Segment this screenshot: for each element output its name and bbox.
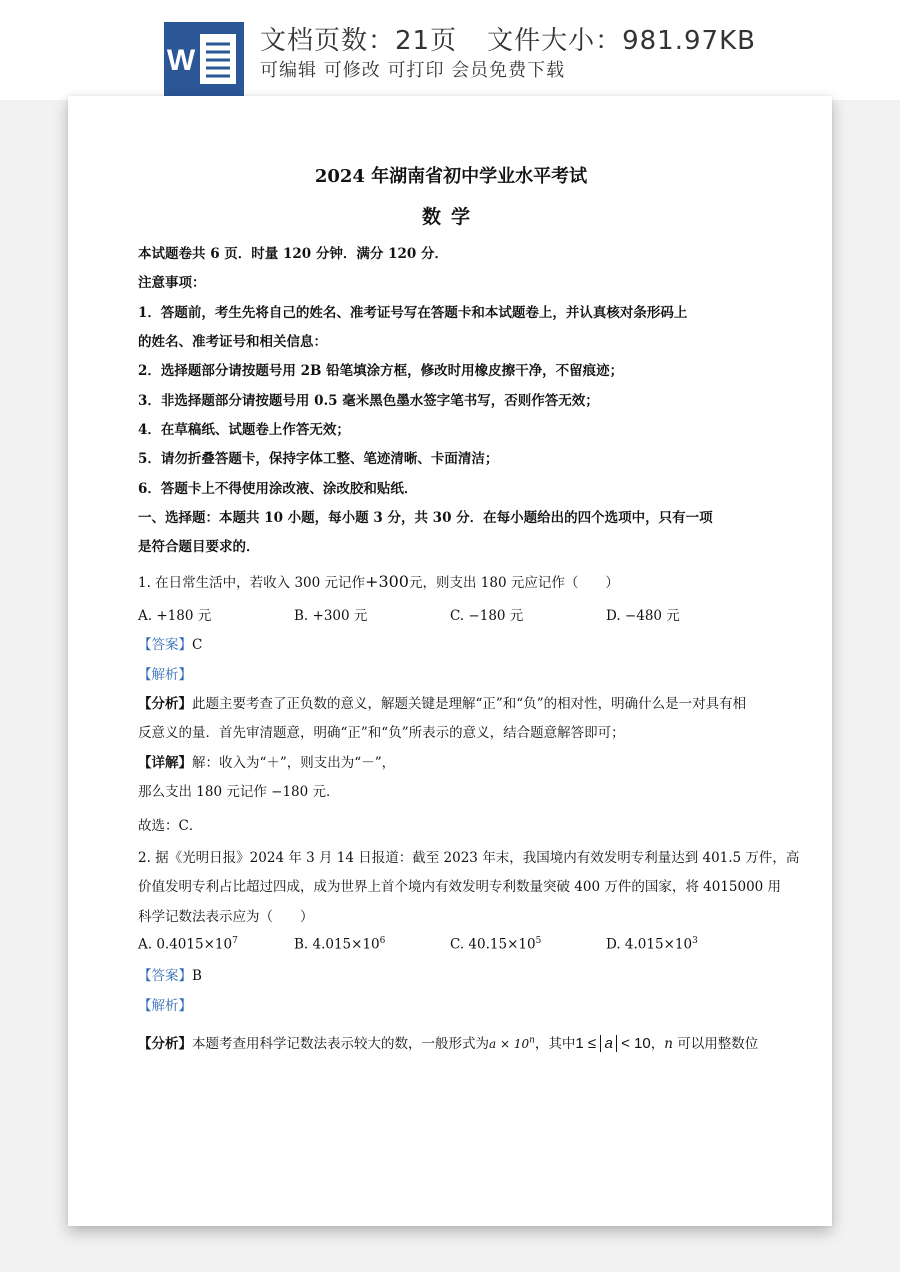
word-icon-letter: W bbox=[166, 44, 196, 77]
q2-analysis-tag: 【解析】 bbox=[138, 998, 192, 1014]
q1-detail: 【详解】解：收入为“＋”，则支出为“－”， bbox=[138, 755, 396, 771]
exam-intro: 本试题卷共 6 页．时量 120 分钟．满分 120 分． bbox=[138, 246, 448, 262]
word-document-icon bbox=[164, 22, 244, 96]
q1-detail-cont: 那么支出 180 元记作 −180 元． bbox=[138, 784, 340, 800]
notice-item: 3．非选择题部分请按题号用 0.5 毫米黑色墨水签字笔书写，否则作答无效； bbox=[138, 393, 599, 409]
notice-item: 4．在草稿纸、试题卷上作答无效； bbox=[138, 422, 350, 438]
feature-list: 可编辑 可修改 可打印 会员免费下载 bbox=[260, 60, 566, 81]
notice-heading: 注意事项： bbox=[138, 275, 206, 291]
section-heading-cont: 是符合题目要求的． bbox=[138, 539, 260, 555]
file-info bbox=[260, 20, 756, 57]
question-1-stem: 1. 在日常生活中，若收入 300 元记作+300元，则支出 180 元应记作（ ） bbox=[138, 572, 619, 591]
q2-option-d: D. $4.015\times 10^3$ bbox=[606, 936, 698, 953]
q2-fenxi: 【分析】本题考查用科学记数法表示较大的数，一般形式为$a \times 10^n$，其中1 ≤ a < 10，n 可以用整数位 bbox=[138, 1035, 759, 1052]
notice-item: 的姓名、准考证号和相关信息： bbox=[138, 334, 327, 350]
q2-answer: 【答案】B bbox=[138, 968, 202, 984]
doc-title: 2024 年湖南省初中学业水平考试 bbox=[314, 166, 588, 187]
question-2-stem-end: 科学记数法表示应为（ ） bbox=[138, 909, 314, 925]
q2-option-c: C. $40.15\times 10^5$ bbox=[450, 936, 542, 953]
q2-option-b: B. $4.015\times 10^6$ bbox=[294, 936, 386, 953]
q1-analysis-tag: 【解析】 bbox=[138, 667, 192, 683]
notice-item: 5．请勿折叠答题卡，保持字体工整、笔迹清晰、卡面清洁； bbox=[138, 451, 499, 467]
q1-option-d: D. −480 元 bbox=[606, 608, 680, 624]
q2-option-a: A. $0.4015\times 10^7$ bbox=[138, 936, 238, 953]
q1-option-c: C. −180 元 bbox=[450, 608, 524, 624]
notice-item: 2．选择题部分请按题号用 2B 铅笔填涂方框，修改时用橡皮擦干净，不留痕迹； bbox=[138, 363, 624, 379]
download-header bbox=[0, 0, 900, 100]
q1-answer: 【答案】C bbox=[138, 637, 203, 653]
notice-item: 1．答题前，考生先将自己的姓名、准考证号写在答题卡和本试题卷上，并认真核对条形码上 bbox=[138, 305, 688, 321]
q1-option-b: B. +300 元 bbox=[294, 608, 368, 624]
q1-fenxi: 【分析】此题主要考查了正负数的意义，解题关键是理解“正”和“负”的相对性，明确什么是一对具有相 bbox=[138, 696, 747, 712]
q1-fenxi-cont: 反意义的量．首先审清题意，明确“正”和“负”所表示的意义，结合题意解答即可； bbox=[138, 725, 625, 741]
file-size: 文件大小：981.97KB bbox=[487, 26, 756, 56]
q1-option-a: A. +180 元 bbox=[138, 608, 212, 624]
notice-item: 6．答题卡上不得使用涂改液、涂改胶和贴纸． bbox=[138, 481, 418, 497]
q1-choice: 故选：C． bbox=[138, 818, 203, 834]
subject-title: 数学 bbox=[421, 206, 480, 228]
question-2-stem: 2. 据《光明日报》2024 年 3 月 14 日报道：截至 2023 年末，我国境内有效发明专利量达到 401.5 万件，高 bbox=[138, 850, 800, 866]
document-page bbox=[68, 96, 832, 1226]
page-count: 文档页数：21页 bbox=[260, 26, 458, 56]
question-2-stem-cont: 价值发明专利占比超过四成，成为世界上首个境内有效发明专利数量突破 400 万件的国家，将 4015000 用 bbox=[138, 879, 782, 895]
section-heading: 一、选择题：本题共 10 小题，每小题 3 分，共 30 分．在每小题给出的四个选项中，只有一项 bbox=[138, 510, 713, 526]
